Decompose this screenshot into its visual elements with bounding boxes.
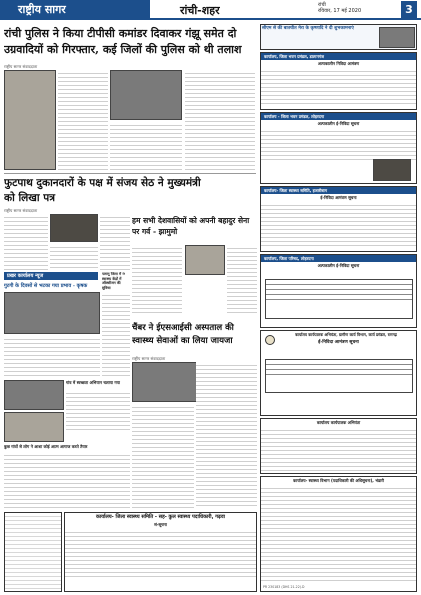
tender-1-header: कार्यालय, जिला भवन प्रमंडल, डाल्टनगंज [261,53,416,60]
tender-5-table [265,359,413,393]
brief-col-4 [4,452,130,508]
small-notice-ad [4,512,62,592]
lead-byline: राष्ट्रीय सागर संवाददाता [4,64,38,69]
story3-headline: हम सभी देशवासियों को अपनी बहादुर सेना पर गर्व - झामुमो [132,216,250,236]
top-right-notice-title: सीएम से की बातचीत मेरा के कृष्णादि ने दी शुभकामनाएं [262,26,354,31]
brief-photo [4,292,100,334]
tender-3-header: कार्यालय- जिला स्वास्थ्य समिति, हजारीबाग [261,187,416,194]
bottom-left-ad-title: कार्यालय- जिला स्वास्थ्य समिति - सह- कुल स्वास्थ्य पदाधिकारी, गढ़वा [96,514,225,520]
bottom-left-ad-body [65,529,256,579]
tender-ad-6 [260,418,417,474]
small-head-2: गांव में स्वच्छता अभियान चलाया गया [66,380,120,385]
story4-headline: चैंबर ने ईएसआईसी अस्पताल की स्वास्थ्य सेवाओं का लिया जायजा [132,323,234,346]
briefs-bar: प्रखर कार्यालय न्यूज [4,272,98,280]
lead-photo [4,70,56,170]
story2-col-1 [4,214,48,270]
tender-5-title: ई-निविदा आमंत्रण सूचना [318,340,359,345]
tender-4-title: अल्पकालीन ई-निविदा सूचना [317,263,360,268]
tender-4-header: कार्यालय, जिला परिषद, लोहरदगा [261,255,416,262]
tender-ad-5 [260,330,417,416]
tender-ad-3 [260,186,417,252]
tender-5-header: कार्यालय कार्यपालक अभियंता, ग्रामीण कार्य विभाग, कार्य प्रमंडल, रामगढ़ [295,332,397,337]
date-city: रांची [318,2,326,8]
date-block [318,2,361,14]
story2-col-3 [100,214,130,270]
notice-photo [379,27,415,48]
paper-name: राष्ट्रीय सागर [0,0,150,20]
seal-icon [265,335,275,345]
bottom-left-ad-sub: सं-सूचना [154,522,167,527]
small-head-1: पलामू जिला में 9 स्वास्थ्य केंद्रों में ऑक्सीजन की सुविधा [102,272,125,290]
brief-photo-2 [4,380,64,410]
lead-col-2 [110,122,182,170]
tender-6-body [261,427,416,471]
lead-col-3 [185,70,255,170]
top-right-notice [260,24,417,50]
small-notice-body [5,513,61,591]
bottom-right-ad [260,476,417,592]
tender-4-table [265,279,413,319]
bottom-right-ad-body [261,485,416,581]
date-text: रविवार, 17 मई 2020 [318,8,362,14]
tender-2-title: अल्पकालीन ई-निविदा सूचना [317,121,360,126]
brief-photo-3 [4,412,64,442]
story3-photo [185,245,225,275]
pr-code: PR 230183 (DHS 21-22).D [263,585,305,589]
bottom-right-ad-title: कार्यालय- स्वास्थ्य विभाग (पदाधिकारी की अधिसूचना), भंडारी [293,478,384,483]
brief-col [4,336,100,376]
lead-headline: रांची पुलिस ने किया टीपीसी कमांडर दिवाकर गंझू समेत दो उग्रवादियों को गिरफ्तार, कई जिलों की पुलिस को थी तलाश [4,27,242,56]
tender-2-photo [373,159,411,181]
tender-2-body [261,128,416,160]
story3-col-1 [132,245,182,315]
divider [4,173,256,174]
table-row [266,370,412,375]
section-name: रांची-शहर [180,4,220,17]
story4-col-1 [132,404,194,508]
story2-byline: राष्ट्रीय सागर संवाददाता [4,208,38,213]
lead-col-1 [58,70,108,170]
tender-ad-2 [260,112,417,184]
story4-photo [132,362,202,402]
story2-photo [50,214,98,242]
tender-1-body [261,68,416,106]
story4-col-2 [196,362,257,508]
tender-6-header: कार्यालय कार्यपालक अभियंता [316,420,361,425]
tender-3-title: ई-निविदा आमंत्रण सूचना [320,195,357,200]
tender-1-title: अल्पकालीन निविदा आमंत्रण [317,61,360,66]
story4-byline: राष्ट्रीय सागर संवाददाता [132,356,166,361]
tender-2-header: कार्यालय - जिला भवन प्रमंडल, लोहरदगा [261,113,416,120]
story2-headline: फुटपाथ दुकानदारों के पक्ष में संजय सेठ ने मुख्यमंत्री को लिखा पत्र [4,177,201,204]
table-row [266,295,412,300]
tender-3-body [261,202,416,248]
masthead [0,0,421,20]
lead-photo-2 [110,70,182,120]
brief-col-2 [102,292,130,376]
story3-col-2 [227,245,257,315]
story2-col-2 [50,244,98,270]
brief-headline: गुटगी के दिवसों से भटका गया प्रभाव - कृषक [4,283,88,289]
page-number: 3 [401,1,417,18]
tender-ad-4 [260,254,417,328]
brief-col-3 [66,390,130,430]
small-head-3: कुछ गांवों से लोग ने आशा कोई आत्म आगाज करते तैयार [4,444,88,449]
tender-ad-1 [260,52,417,110]
bottom-left-ad [64,512,257,592]
